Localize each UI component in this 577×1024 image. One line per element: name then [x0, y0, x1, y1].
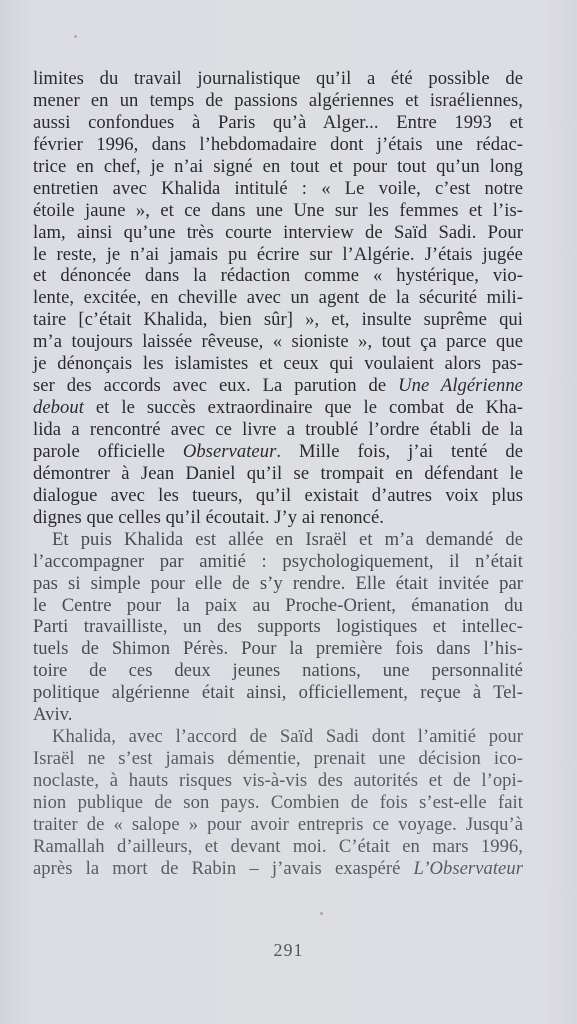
text-line: Et puis Khalida est allée en Israël et m’a demandé de	[52, 528, 523, 550]
text-line: l’accompagner par amitié : psychologiquement, il n’était	[33, 550, 523, 572]
page-number: 291	[273, 940, 304, 960]
text-line: traiter de « salope » pour avoir entrepris ce voyage. Jusqu’à	[33, 813, 523, 835]
paper-speck	[74, 35, 77, 38]
text-line: après la mort de Rabin – j’avais exaspéré L’Observateur	[33, 857, 523, 879]
text-line: toire de ces deux jeunes nations, une personnalité	[33, 660, 523, 682]
text-line: dignes que celles qu’il écoutait. J’y ai renoncé.	[33, 506, 384, 528]
text-line: tuels de Shimon Pérès. Pour la première fois dans l’his-	[33, 638, 523, 660]
text-line: trice en chef, je n’ai signé en tout et pour tout qu’un long	[33, 155, 523, 177]
text-line: entretien avec Khalida intitulé : « Le voile, c’est notre	[33, 177, 523, 199]
text-line: Ramallah d’ailleurs, et devant moi. C’était en mars 1996,	[33, 835, 523, 857]
text-line: Aviv.	[33, 704, 73, 726]
paper-speck	[320, 912, 323, 915]
text-line: nion publique de son pays. Combien de fois s’est-elle fait	[33, 791, 523, 813]
text-line: Israël ne s’est jamais démentie, prenait une décision ico-	[33, 748, 523, 770]
text-line: démontrer à Jean Daniel qu’il se trompait en défendant le	[33, 462, 523, 484]
text-line: aussi confondues à Paris qu’à Alger... Entre 1993 et	[33, 111, 523, 133]
text-line: politique algérienne était ainsi, officiellement, reçue à Tel-	[33, 682, 523, 704]
text-line: étoile jaune », et ce dans une Une sur les femmes et l’is-	[33, 199, 523, 221]
text-line: taire [c’était Khalida, bien sûr] », et, insulte suprême qui	[33, 309, 523, 331]
text-line: dialogue avec les tueurs, qu’il existait d’autres voix plus	[33, 484, 523, 506]
text-line: lente, excitée, en cheville avec un agent de la sécurité mili-	[33, 287, 523, 309]
text-line: le Centre pour la paix au Proche-Orient, émanation du	[33, 594, 523, 616]
text-line: mener en un temps de passions algériennes et israéliennes,	[33, 89, 523, 111]
text-line: lida a rencontré avec ce livre a troublé l’ordre établi de la	[33, 419, 523, 440]
text-line: pas si simple pour elle de s’y rendre. Elle était invitée par	[33, 572, 523, 594]
text-line: Khalida, avec l’accord de Saïd Sadi dont l’amitié pour	[52, 726, 523, 748]
text-line: le reste, je n’ai jamais pu écrire sur l’Algérie. J’étais jugée	[33, 243, 523, 265]
text-line: et dénoncée dans la rédaction comme « hystérique, vio-	[33, 265, 523, 287]
text-line: je dénonçais les islamistes et ceux qui voulaient alors pas-	[33, 353, 523, 375]
text-line: limites du travail journalistique qu’il a été possible de	[33, 68, 523, 89]
text-line: parole officielle Observateur. Mille fois, j’ai tenté de	[33, 440, 523, 462]
text-line: ser des accords avec eux. La parution de Une Algérienne	[33, 375, 523, 397]
text-line: noclaste, à hauts risques vis-à-vis des autorités et de l’opi-	[33, 770, 523, 791]
text-line: debout et le succès extraordinaire que le combat de Kha-	[33, 397, 523, 419]
text-line: février 1996, dans l’hebdomadaire dont j’étais une rédac-	[33, 133, 523, 155]
body-text	[33, 68, 523, 880]
text-line: lam, ainsi qu’une très courte interview de Saïd Sadi. Pour	[33, 221, 523, 243]
text-line: Parti travailliste, un des supports logistiques et intellec-	[33, 616, 523, 638]
text-line: m’a toujours laissée rêveuse, « sioniste », tout ça parce que	[33, 331, 523, 353]
